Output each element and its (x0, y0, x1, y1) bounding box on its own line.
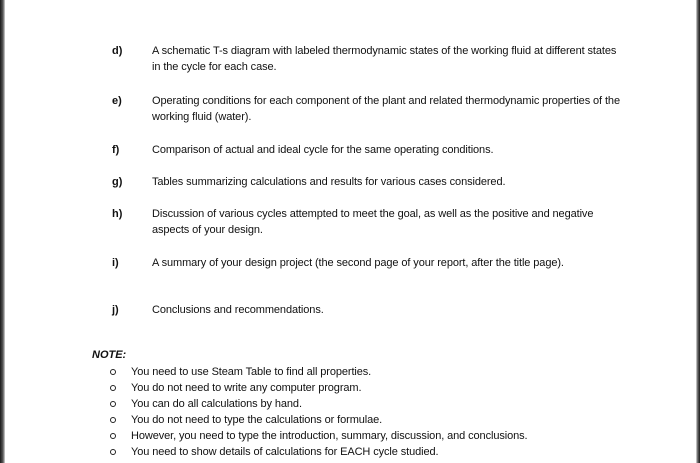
item-letter: i) (112, 257, 119, 269)
item-text: A schematic T-s diagram with labeled thermodynamic states of the working fluid at different states in the cycle for each case. (152, 45, 617, 73)
item-text: Comparison of actual and ideal cycle for the same operating conditions. (152, 144, 494, 156)
hollow-circle-bullet-icon (110, 433, 116, 439)
item-letter: f) (112, 144, 120, 156)
note-item-text: You can do all calculations by hand. (131, 398, 302, 410)
hollow-circle-bullet-icon (110, 401, 116, 407)
photo-edge-left (0, 0, 5, 463)
note-item (110, 396, 650, 412)
note-item (110, 412, 650, 428)
item-letter: j) (112, 304, 119, 316)
note-item-text: You do not need to type the calculations or formulae. (131, 414, 383, 426)
item-text: Tables summarizing calculations and results for various cases considered. (152, 176, 506, 188)
item-letter: e) (112, 95, 122, 107)
item-letter: h) (112, 208, 123, 220)
item-letter: d) (112, 45, 123, 57)
note-item-text: You need to show details of calculations for EACH cycle studied. (131, 446, 439, 458)
note-heading: NOTE: (92, 349, 127, 361)
note-list (110, 364, 650, 460)
item-text: A summary of your design project (the second page of your report, after the title page). (152, 257, 564, 269)
note-item (110, 380, 650, 396)
hollow-circle-bullet-icon (110, 385, 116, 391)
note-item (110, 428, 650, 444)
item-text: Discussion of various cycles attempted to meet the goal, as well as the positive and negative aspects of your design. (152, 208, 594, 236)
note-item-text: However, you need to type the introduction, summary, discussion, and conclusions. (131, 430, 528, 442)
item-letter: g) (112, 176, 123, 188)
note-item (110, 444, 650, 460)
note-item-text: You need to use Steam Table to find all properties. (131, 366, 372, 378)
photo-edge-right (696, 0, 700, 463)
note-item-text: You do not need to write any computer program. (131, 382, 362, 394)
hollow-circle-bullet-icon (110, 369, 116, 375)
note-item (110, 364, 650, 380)
hollow-circle-bullet-icon (110, 449, 116, 455)
hollow-circle-bullet-icon (110, 417, 116, 423)
item-text: Operating conditions for each component of the plant and related thermodynamic properties of the working fluid (water). (152, 95, 620, 123)
item-text: Conclusions and recommendations. (152, 304, 324, 316)
